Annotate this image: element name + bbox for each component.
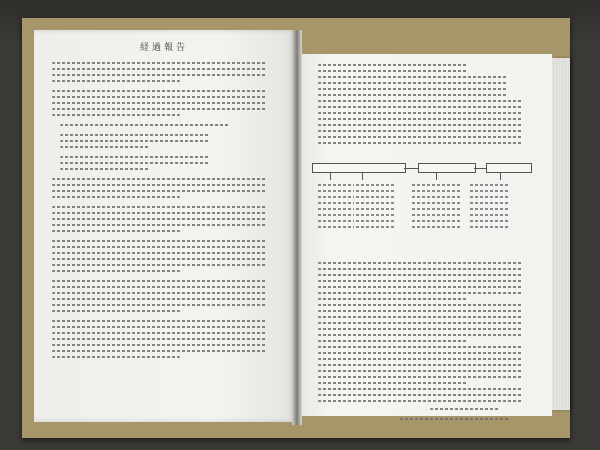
- text-line: [318, 106, 523, 108]
- text-line: [52, 96, 266, 98]
- text-line: [318, 400, 523, 402]
- text-line: [52, 298, 266, 300]
- diagram-text: [318, 220, 354, 222]
- diagram-connector: [500, 172, 501, 180]
- text-line: [52, 332, 266, 334]
- text-line: [318, 280, 523, 282]
- text-line: [318, 334, 523, 336]
- diagram-connector: [436, 172, 437, 180]
- text-line: [318, 94, 508, 96]
- text-line: [318, 262, 523, 264]
- diagram-node: [486, 163, 532, 173]
- text-line: [52, 326, 266, 328]
- text-line: [52, 108, 266, 110]
- diagram-text: [470, 220, 510, 222]
- text-line: [318, 76, 508, 78]
- text-line: [400, 418, 510, 420]
- diagram-text: [318, 196, 354, 198]
- text-line: [318, 394, 523, 396]
- text-line: [60, 124, 230, 126]
- page-title: 経過報告: [139, 43, 188, 53]
- diagram-text: [412, 196, 462, 198]
- text-line: [52, 292, 266, 294]
- text-line: [318, 286, 523, 288]
- text-line: [318, 292, 523, 294]
- text-line: [60, 140, 210, 142]
- diagram-text: [412, 208, 462, 210]
- text-line: [318, 88, 508, 90]
- book-gutter: [292, 30, 302, 425]
- text-line: [52, 246, 266, 248]
- text-line: [52, 320, 266, 322]
- text-line: [52, 74, 266, 76]
- text-line: [318, 124, 523, 126]
- diagram-connector: [330, 172, 331, 180]
- text-line: [318, 118, 523, 120]
- text-line: [318, 358, 523, 360]
- text-line: [52, 240, 266, 242]
- page-stack-edge: [552, 58, 570, 410]
- diagram-text: [318, 208, 354, 210]
- text-line: [318, 70, 468, 72]
- text-line: [318, 352, 523, 354]
- text-line: [60, 168, 150, 170]
- diagram-text: [318, 214, 354, 216]
- text-line: [52, 218, 266, 220]
- text-line: [318, 382, 468, 384]
- text-line: [318, 298, 468, 300]
- text-line: [52, 252, 266, 254]
- diagram-text: [318, 190, 354, 192]
- left-page: [34, 30, 296, 422]
- diagram-text: [356, 202, 396, 204]
- diagram-text: [356, 220, 396, 222]
- diagram-text: [356, 190, 396, 192]
- text-line: [52, 264, 266, 266]
- diagram-text: [412, 214, 462, 216]
- text-line: [52, 224, 266, 226]
- diagram-node: [312, 163, 406, 173]
- text-line: [52, 184, 266, 186]
- diagram-node: [418, 163, 476, 173]
- text-line: [60, 134, 210, 136]
- text-line: [52, 114, 180, 116]
- text-line: [318, 346, 523, 348]
- text-line: [60, 162, 210, 164]
- diagram-text: [470, 196, 510, 198]
- diagram-text: [356, 208, 396, 210]
- text-line: [318, 130, 523, 132]
- text-line: [318, 82, 508, 84]
- text-line: [52, 344, 266, 346]
- text-line: [52, 310, 180, 312]
- text-line: [60, 146, 150, 148]
- text-line: [318, 64, 468, 66]
- text-line: [318, 112, 523, 114]
- text-line: [52, 230, 180, 232]
- text-line: [52, 178, 266, 180]
- diagram-text: [470, 184, 510, 186]
- text-line: [318, 340, 468, 342]
- text-line: [318, 370, 523, 372]
- text-line: [52, 338, 266, 340]
- text-line: [52, 62, 266, 64]
- text-line: [318, 304, 523, 306]
- text-line: [318, 142, 523, 144]
- diagram-text: [318, 184, 354, 186]
- diagram-text: [470, 214, 510, 216]
- text-line: [318, 316, 523, 318]
- text-line: [52, 286, 266, 288]
- text-line: [318, 310, 523, 312]
- diagram-text: [356, 214, 396, 216]
- diagram-text: [470, 226, 510, 228]
- text-line: [52, 190, 266, 192]
- diagram-text: [318, 202, 354, 204]
- diagram-text: [470, 208, 510, 210]
- text-line: [52, 68, 266, 70]
- text-line: [52, 280, 266, 282]
- text-line: [318, 100, 523, 102]
- diagram-connector: [404, 168, 418, 169]
- text-line: [52, 270, 180, 272]
- diagram-text: [470, 202, 510, 204]
- text-line: [318, 274, 523, 276]
- text-line: [52, 212, 266, 214]
- text-line: [318, 268, 523, 270]
- text-line: [52, 258, 266, 260]
- text-line: [430, 408, 500, 410]
- text-line: [52, 80, 180, 82]
- text-line: [52, 102, 266, 104]
- text-line: [52, 350, 266, 352]
- diagram-text: [356, 226, 396, 228]
- diagram-text: [412, 202, 462, 204]
- text-line: [60, 156, 210, 158]
- diagram-connector: [474, 168, 486, 169]
- right-page: [300, 54, 552, 416]
- diagram-text: [318, 226, 354, 228]
- text-line: [318, 364, 523, 366]
- text-line: [318, 376, 523, 378]
- text-line: [318, 136, 523, 138]
- text-line: [52, 356, 180, 358]
- diagram-text: [412, 220, 462, 222]
- text-line: [52, 90, 266, 92]
- text-line: [52, 196, 180, 198]
- text-line: [52, 304, 266, 306]
- diagram-text: [412, 226, 462, 228]
- text-line: [318, 322, 523, 324]
- diagram-text: [356, 184, 396, 186]
- diagram-text: [412, 190, 462, 192]
- text-line: [318, 328, 523, 330]
- diagram-text: [412, 184, 462, 186]
- text-line: [52, 206, 266, 208]
- diagram-text: [356, 196, 396, 198]
- diagram-text: [470, 190, 510, 192]
- diagram-connector: [362, 172, 363, 180]
- text-line: [318, 388, 523, 390]
